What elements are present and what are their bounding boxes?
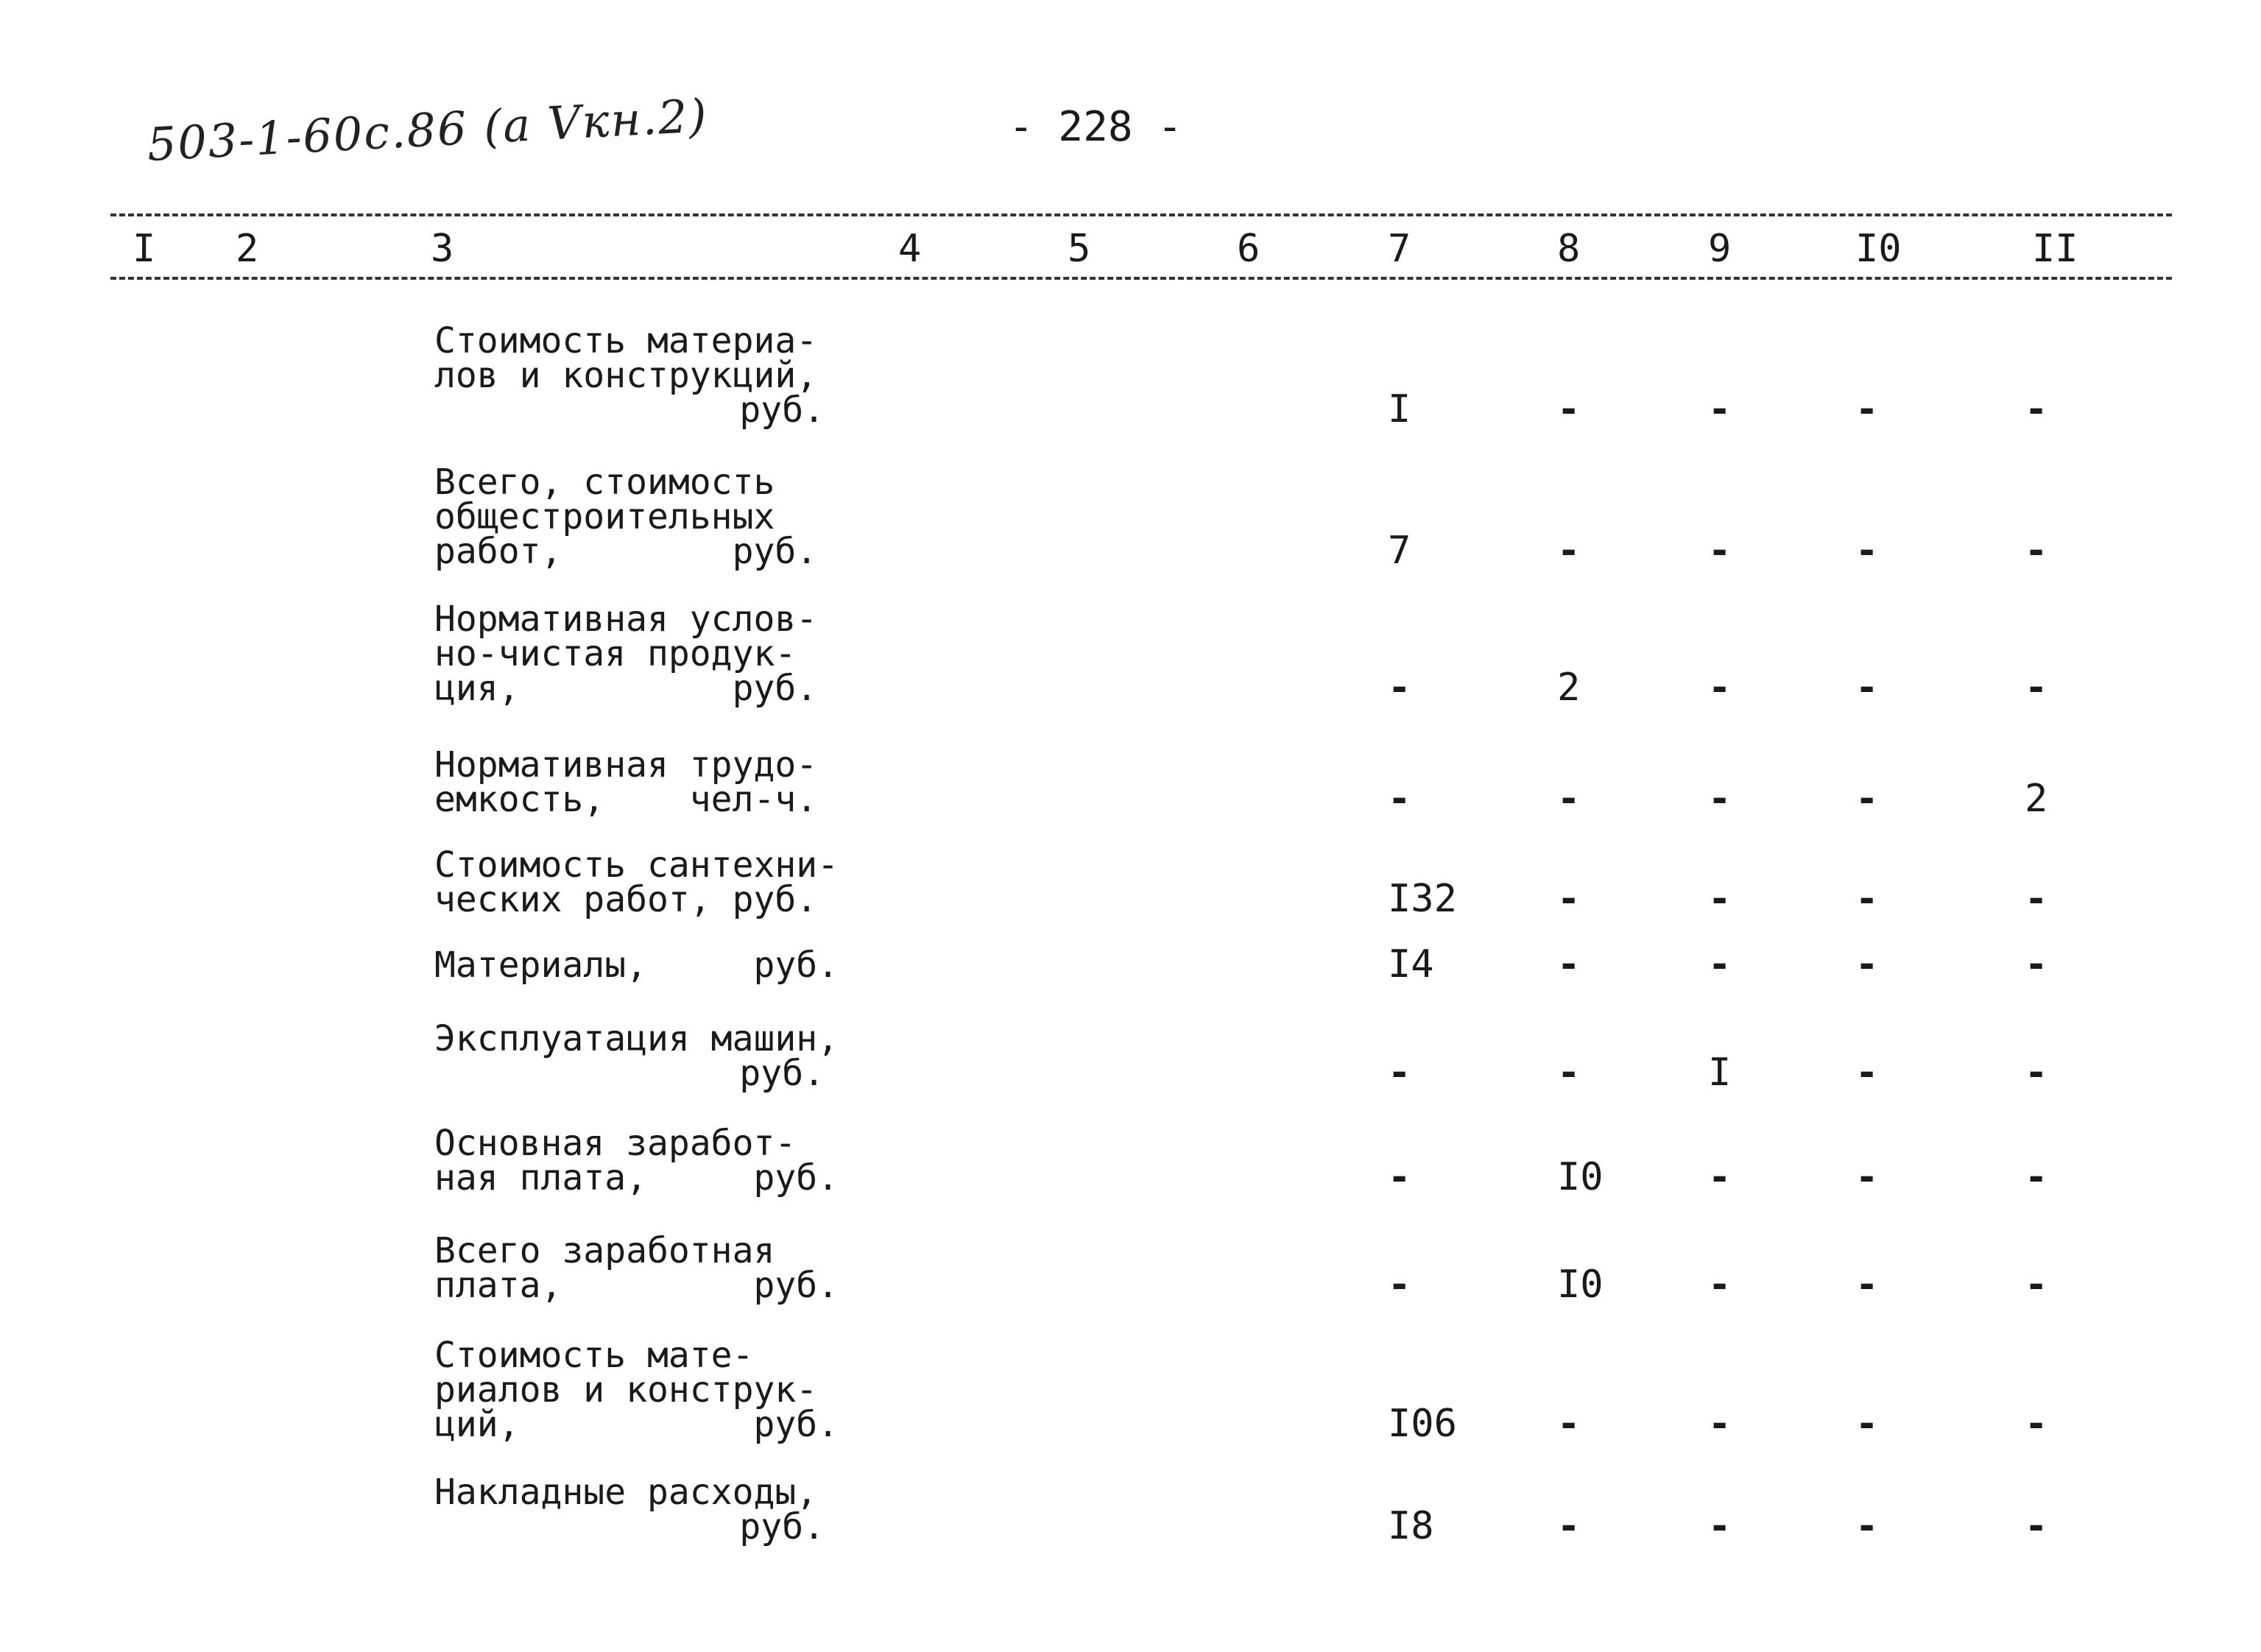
- description-line: Стоимость сантехни-: [434, 844, 839, 886]
- cell-col-I0: -: [1855, 387, 1879, 431]
- description-line: руб.: [739, 1506, 825, 1547]
- column-number-10: I0: [1855, 227, 1902, 271]
- cell-col-I0: -: [1855, 1402, 1879, 1446]
- cell-col-II: -: [2025, 1051, 2048, 1095]
- cell-col-9: -: [1708, 942, 1732, 986]
- column-number-5: 5: [1068, 227, 1091, 271]
- column-number-2: 2: [236, 227, 259, 271]
- description-line: работ, руб.: [434, 531, 818, 572]
- description-line: общестроительных: [434, 496, 775, 537]
- cell-col-7: I32: [1388, 877, 1457, 921]
- cell-col-I0: -: [1855, 666, 1879, 710]
- cell-col-II: -: [2025, 1402, 2048, 1446]
- cell-col-I0: -: [1855, 877, 1879, 921]
- description-line: Всего заработная: [434, 1230, 775, 1271]
- cell-col-I0: -: [1855, 1155, 1879, 1199]
- description-line: риалов и конструк-: [434, 1369, 818, 1411]
- cell-col-7: I06: [1388, 1402, 1457, 1446]
- cell-col-8: -: [1557, 777, 1581, 821]
- cell-col-7: -: [1388, 1263, 1411, 1307]
- description-line: емкость, чел-ч.: [434, 779, 818, 820]
- description-line: лов и конструкций,: [434, 355, 818, 396]
- cell-col-8: I0: [1557, 1155, 1604, 1199]
- cell-col-I0: -: [1855, 1051, 1879, 1095]
- cell-col-I0: -: [1855, 1504, 1879, 1548]
- column-number-1: I: [133, 227, 156, 271]
- description-line: ция, руб.: [434, 668, 818, 709]
- column-number-9: 9: [1708, 227, 1732, 271]
- cell-col-II: -: [2025, 877, 2048, 921]
- cell-col-9: -: [1708, 529, 1732, 573]
- cell-col-II: -: [2025, 1504, 2048, 1548]
- description-line: ческих работ, руб.: [434, 879, 818, 920]
- cell-col-8: -: [1557, 942, 1581, 986]
- column-number-3: 3: [431, 227, 454, 271]
- cell-col-9: I: [1708, 1051, 1732, 1095]
- description-line: Стоимость материа-: [434, 320, 818, 361]
- description-line: плата, руб.: [434, 1265, 839, 1306]
- handwritten-reference: 503-1-60с.86 (а Vкн.2): [146, 88, 710, 172]
- cell-col-8: -: [1557, 387, 1581, 431]
- row-description: [434, 320, 825, 431]
- row-description: [434, 1018, 839, 1094]
- cell-col-9: -: [1708, 1402, 1732, 1446]
- column-number-11: II: [2032, 227, 2078, 271]
- header-top-rule: [110, 213, 2172, 216]
- description-line: руб.: [739, 389, 825, 431]
- cell-col-9: -: [1708, 666, 1732, 710]
- page-number: - 228 -: [1009, 103, 1183, 151]
- cell-col-II: -: [2025, 529, 2048, 573]
- cell-col-7: -: [1388, 1155, 1411, 1199]
- cell-col-II: -: [2025, 1155, 2048, 1199]
- row-description: [434, 1472, 825, 1547]
- column-number-8: 8: [1557, 227, 1581, 271]
- row-description: [434, 844, 839, 920]
- cell-col-7: -: [1388, 666, 1411, 710]
- cell-col-7: -: [1388, 777, 1411, 821]
- cell-col-II: -: [2025, 942, 2048, 986]
- cell-col-9: -: [1708, 877, 1732, 921]
- cell-col-II: -: [2025, 1263, 2048, 1307]
- description-line: руб.: [739, 1053, 825, 1094]
- cell-col-I0: -: [1855, 942, 1879, 986]
- cell-col-8: I0: [1557, 1263, 1604, 1307]
- column-number-6: 6: [1237, 227, 1260, 271]
- row-description: [434, 599, 825, 709]
- cell-col-II: -: [2025, 666, 2048, 710]
- cell-col-I0: -: [1855, 777, 1879, 821]
- cell-col-8: 2: [1557, 666, 1581, 710]
- column-number-4: 4: [898, 227, 922, 271]
- cell-col-9: -: [1708, 1263, 1732, 1307]
- cell-col-7: I4: [1388, 942, 1434, 986]
- cell-col-8: -: [1557, 877, 1581, 921]
- cell-col-8: -: [1557, 1402, 1581, 1446]
- description-line: ций, руб.: [434, 1404, 839, 1445]
- description-line: Стоимость мате-: [434, 1335, 754, 1376]
- cell-col-8: -: [1557, 1504, 1581, 1548]
- cell-col-9: -: [1708, 387, 1732, 431]
- header-bottom-rule: [110, 277, 2172, 280]
- column-number-7: 7: [1388, 227, 1411, 271]
- row-description: [434, 744, 825, 820]
- description-line: Нормативная услов-: [434, 599, 818, 640]
- cell-col-II: 2: [2025, 777, 2048, 821]
- description-line: Эксплуатация машин,: [434, 1018, 839, 1059]
- cell-col-I0: -: [1855, 529, 1879, 573]
- cell-col-I0: -: [1855, 1263, 1879, 1307]
- description-line: но-чистая продук-: [434, 633, 797, 674]
- row-description: [434, 1335, 839, 1445]
- cell-col-8: -: [1557, 1051, 1581, 1095]
- cell-col-7: -: [1388, 1051, 1411, 1095]
- cell-col-II: -: [2025, 387, 2048, 431]
- description-line: Накладные расходы,: [434, 1472, 818, 1513]
- row-description: [434, 1230, 839, 1306]
- cell-col-9: -: [1708, 1155, 1732, 1199]
- description-line: Всего, стоимость: [434, 462, 775, 503]
- row-description: [434, 945, 839, 986]
- description-line: ная плата, руб.: [434, 1157, 839, 1199]
- row-description: [434, 1123, 839, 1199]
- cell-col-7: I8: [1388, 1504, 1434, 1548]
- cell-col-9: -: [1708, 1504, 1732, 1548]
- cell-col-7: I: [1388, 387, 1411, 431]
- description-line: Материалы, руб.: [434, 945, 839, 986]
- cell-col-8: -: [1557, 529, 1581, 573]
- description-line: Нормативная трудо-: [434, 744, 818, 786]
- cell-col-7: 7: [1388, 529, 1411, 573]
- row-description: [434, 462, 825, 572]
- cell-col-9: -: [1708, 777, 1732, 821]
- description-line: Основная заработ-: [434, 1123, 797, 1164]
